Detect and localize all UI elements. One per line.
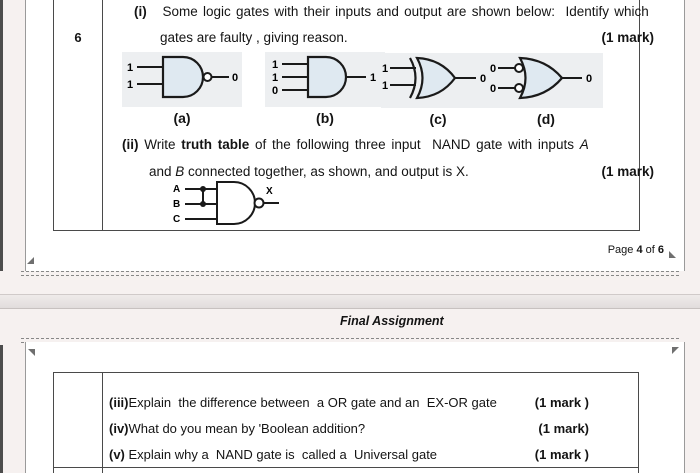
xor-gate-icon [381,53,495,108]
question-part-ii [122,136,658,179]
gate-c-output: 0 [480,73,487,85]
question-iii-marks: (1 mark ) [534,395,589,410]
nand-gate-icon [122,52,242,107]
figure-output-x-label: X [266,186,273,197]
gate-figure-c [381,53,495,127]
figure-input-b-label: B [173,199,181,210]
question-i-marks: (1 mark) [601,30,654,45]
question-i-line2: gates are faulty , giving reason. [160,30,348,45]
three-input-nand-figure [171,181,283,238]
gate-c-caption: (c) [429,111,447,127]
gate-b-input-2: 1 [272,72,279,84]
page-4 [25,0,685,271]
question-row-v: (v) Explain why a NAND gate is called a Universal gate (1 mark ) [109,447,589,462]
gate-c-input-1: 1 [382,63,389,75]
question-v-marks: (1 mark ) [534,447,589,462]
gate-d-input-1: 0 [490,63,497,75]
page-5 [25,342,685,473]
gate-b-input-1: 1 [272,59,279,71]
three-input-nand-icon [171,181,283,233]
question-ii-line2: and B connected together, as shown, and output is X. [149,164,469,179]
scan-edge-bottom [0,345,3,473]
or-gate-inverted-inputs-icon [489,53,603,108]
question-ii-line1: (ii) Write truth table of the following three input NAND gate with inputs A [122,137,589,152]
corner-mark [28,349,35,356]
and-gate-icon [265,52,385,107]
question-row-iv: (iv)What do you mean by 'Boolean addition? (1 mark) [109,421,589,436]
corner-mark [672,347,679,354]
scan-edge-top [0,0,3,271]
question-iv-label: (iv) [109,421,129,436]
gate-a-caption: (a) [173,110,191,126]
question-table-2 [53,372,639,473]
page-gap-band [0,294,700,309]
question-i-line1: (i) Some logic gates with their inputs and output are shown below: Identify which [134,4,649,19]
gate-b-output: 1 [370,72,377,84]
gate-c-input-2: 1 [382,80,389,92]
gate-figure-b [265,52,385,126]
corner-mark [27,257,34,264]
question-row-iii: (iii)Explain the difference between a OR gate and an EX-OR gate (1 mark ) [109,395,589,410]
figure-input-a-label: A [173,184,181,195]
question-ii-marks: (1 mark) [601,164,654,179]
gate-d-input-2: 0 [490,83,497,95]
assignment-title: Final Assignment [340,314,444,328]
table-row-divider [54,467,638,468]
question-number: 6 [74,30,82,45]
table-column-divider [102,373,103,473]
question-part-i [134,3,658,45]
question-iii-label: (iii) [109,395,129,410]
table-column-divider [102,0,103,230]
question-ii-label: (ii) [122,137,139,152]
page-footer: Page 4 of 6 [607,244,664,256]
gate-a-input-1: 1 [127,62,134,74]
gate-b-input-3: 0 [272,85,279,97]
question-table [53,0,654,231]
gate-b-caption: (b) [316,110,334,126]
question-v-label: (v) [109,447,125,462]
gate-d-caption: (d) [537,111,555,127]
corner-mark [669,251,676,258]
figure-input-c-label: C [173,214,181,225]
gate-a-output: 0 [232,72,239,84]
question-iv-marks: (1 mark) [538,421,589,436]
gate-figure-d [489,53,603,127]
page-1-bottom-border [21,271,679,276]
gate-figure-a [122,52,242,126]
gate-a-input-2: 1 [127,79,134,91]
gate-d-output: 0 [586,73,593,85]
question-i-label: (i) [134,4,147,19]
